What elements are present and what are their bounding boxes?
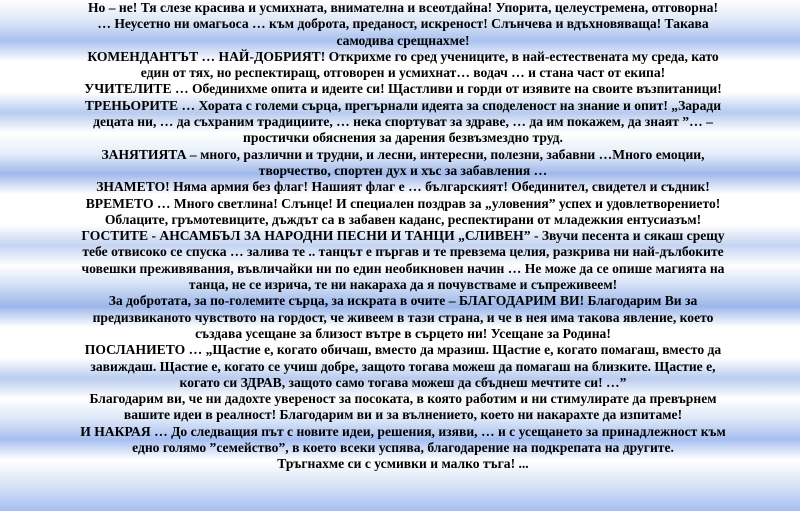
- paragraph-message: ПОСЛАНИЕТО … „Щастие е, когато обичаш, вместо да мразиш. Щастие е, когато помагаш, вместо да завиждаш. Щастие е, когато се учиш добре, защото тогава можеш да помагаш на близките. Щастие е, когато си ЗДРАВ, защото само тогава можеш да сбъднеш мечтите си! …”: [84, 342, 722, 390]
- paragraph-intro: Но – не! Тя слезе красива и усмихната, внимателна и всеотдайна! Упорита, целеустремена, отговорна!: [87, 0, 719, 15]
- paragraph-gratitude: Благодарим ви, че ни дадохте увереност за посоката, в която работим и ни стимулирате да превърнем вашите идеи в реалност! Благодарим ви и за вълнението, което ни накарахте да изпитаме!: [89, 391, 717, 423]
- paragraph-activities: ЗАНЯТИЯТА – много, различни и трудни, и лесни, интересни, полезни, забавни …Много емоции, творчество, спортен дух и хъс за забавления …: [101, 146, 705, 178]
- paragraph-trainers: ТРЕНЬОРИТЕ … Хората с големи сърца, прегърнали идеята за споделеност на знание и опит! „Заради децата ни, … да съхраним традициите, … нека спортуват за здраве, … да им покажем, да знаят ”… – простички обяснения за дарения безвъзмездно труд.: [84, 97, 722, 146]
- paragraph-guests: ГОСТИТЕ - АНСАМБЪЛ ЗА НАРОДНИ ПЕСНИ И ТАНЦИ „СЛИВЕН” - Звучи песента и сякаш срещу тебе отвисоко се спуска … залива те .. танцът е пъргав и те превзема целия, разкрива ни най-дълбоките човешки преживявания, въвличайки ни по един необикновен начин … Не може да се опише магията на танца, не се изрича, те ни накараха да я почувстваме и съпреживеем!: [81, 228, 725, 293]
- paragraph-weather: ВРЕМЕТО … Много светлина! Слънце! И специален поздрав за „уловения” успех и удовлетворението! Облаците, гръмотевиците, дъждът са в забавен каданс, респектирани от младежкия ентусиазъм!: [85, 195, 721, 227]
- paragraph-commandant: КОМЕНДАНТЪТ … НАЙ-ДОБРИЯТ! Открихме го сред учениците, в най-естествената му среда, като един от тях, но респектиращ, отговорен и усмихнат… водач … и стана част от екипа!: [87, 48, 719, 81]
- paragraph-closing: Тръгнахме си с усмивки и малко тъга! ...: [277, 456, 529, 472]
- paragraph-flag: ЗНАМЕТО! Няма армия без флаг! Нашият флаг е … българският! Обединител, свидетел и съдник!: [96, 179, 710, 195]
- document-body: [78, 0, 728, 473]
- paragraph-finally: И НАКРАЯ … До следващия път с новите идеи, решения, изяви, … и с усещането за принадлежност към едно голямо ”семейство”, в което всеки успява, благодарение на подкрепата на другите.: [80, 423, 726, 456]
- paragraph-intro-cont: … Неусетно ни омагьоса … към доброта, преданост, искреност! Слънчева и вдъхновяваща! Такава самодива срещнахме!: [97, 16, 709, 48]
- paragraph-teachers: УЧИТЕЛИТЕ … Обединихме опита и идеите си! Щастливи и горди от изявите на своите възпитаници!: [84, 81, 722, 97]
- paragraph-thanks: За добротата, за по-големите сърца, за искрата в очите – БЛАГОДАРИМ ВИ! Благодарим Ви за предизвиканото чувството на гордост, че живеем в тази страна, и че в нея има такова явление, което създава усещане за близост вътре в сърцето ни! Усещане за Родина!: [92, 293, 714, 341]
